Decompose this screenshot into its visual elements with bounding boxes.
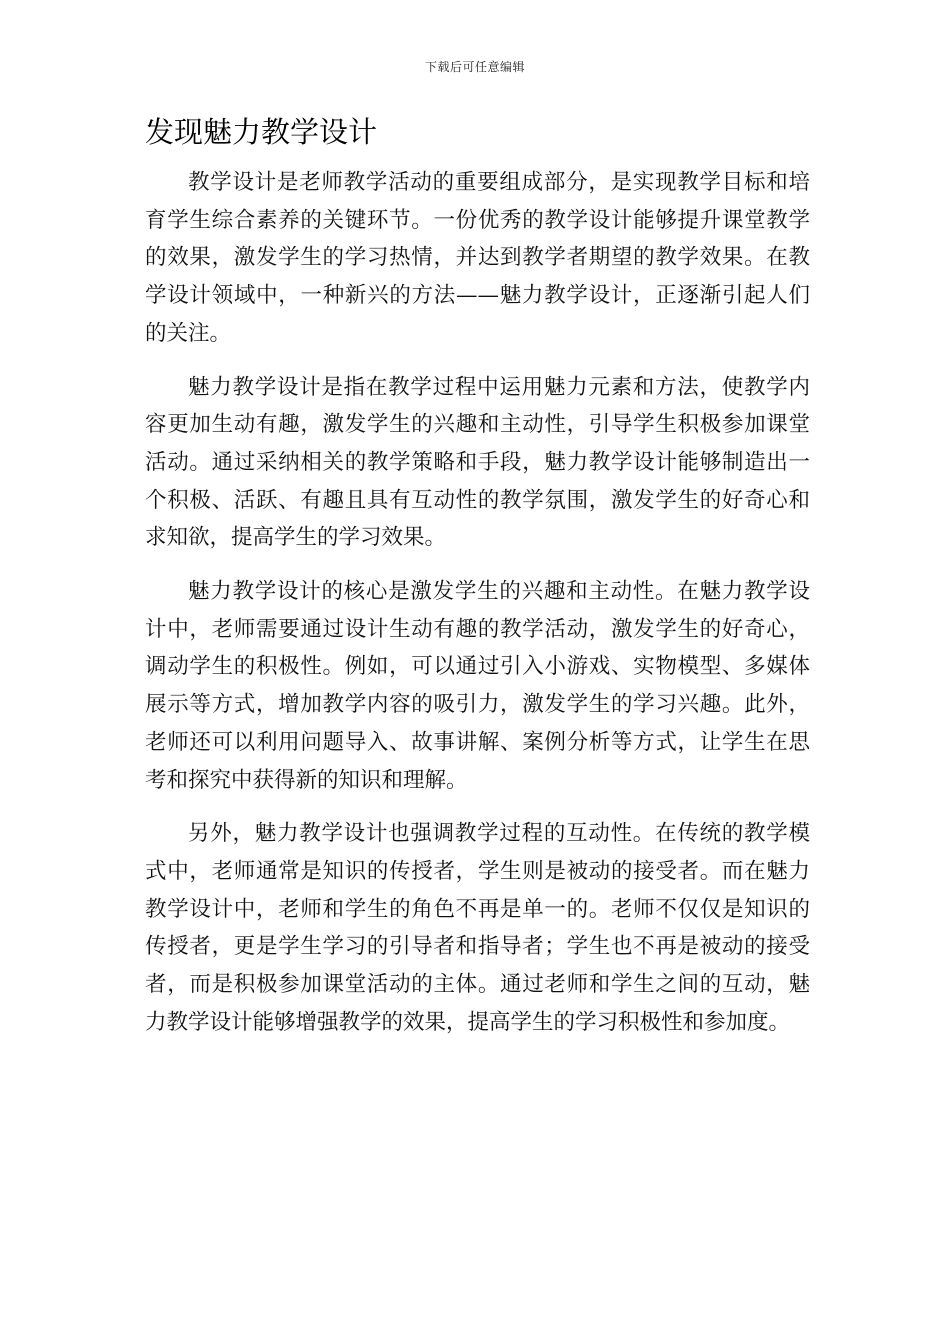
paragraph-2: 魅力教学设计是指在教学过程中运用魅力元素和方法，使教学内容更加生动有趣，激发学生的兴趣和主动性，引导学生积极参加课堂活动。通过采纳相关的教学策略和手段，魅力教学设计能够制造出一个积极、活跃、有趣且具有互动性的教学氛围，激发学生的好奇心和求知欲，提高学生的学习效果。 xyxy=(145,374,810,551)
paragraph-1: 教学设计是老师教学活动的重要组成部分，是实现教学目标和培育学生综合素养的关键环节。一份优秀的教学设计能够提升课堂教学的效果，激发学生的学习热情，并达到教学者期望的教学效果。在教学设计领域中，一种新兴的方法——魅力教学设计，正逐渐引起人们的关注。 xyxy=(145,170,810,346)
paragraph-3: 魅力教学设计的核心是激发学生的兴趣和主动性。在魅力教学设计中，老师需要通过设计生动有趣的教学活动，激发学生的好奇心，调动学生的积极性。例如，可以通过引入小游戏、实物模型、多媒体展示等方式，增加教学内容的吸引力，激发学生的学习兴趣。此外，老师还可以利用问题导入、故事讲解、案例分析等方式，让学生在思考和探究中获得新的知识和理解。 xyxy=(145,579,810,793)
document-title: 发现魅力教学设计 xyxy=(145,115,378,149)
document-body xyxy=(145,164,810,1057)
header-note: 下载后可任意编辑 xyxy=(424,60,525,74)
paragraph-4: 另外，魅力教学设计也强调教学过程的互动性。在传统的教学模式中，老师通常是知识的传授者，学生则是被动的接受者。而在魅力教学设计中，老师和学生的角色不再是单一的。老师不仅仅是知识的传授者，更是学生学习的引导者和指导者；学生也不再是被动的接受者，而是积极参加课堂活动的主体。通过老师和学生之间的互动，魅力教学设计能够增强教学的效果，提高学生的学习积极性和参加度。 xyxy=(145,821,810,1035)
